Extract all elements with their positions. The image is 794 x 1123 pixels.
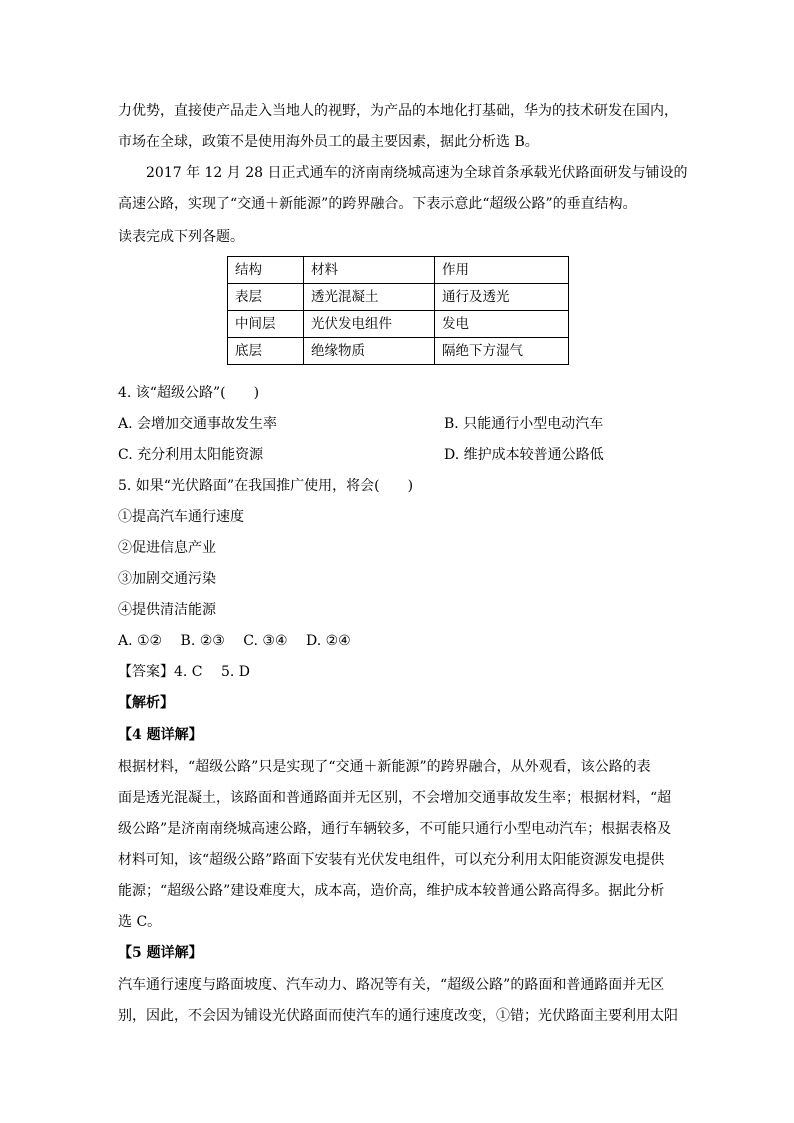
table-row (228, 311, 569, 338)
q4-option-a: A. 会增加交通事故发生率 (118, 416, 278, 432)
detail-5-heading: 【5 题详解】 (118, 945, 203, 961)
table-row (228, 338, 569, 365)
detail-4-line: 级公路”是济南南绕城高速公路，通行车辆较多，不可能只通行小型电动汽车；根据表格及 (118, 821, 672, 837)
table-cell: 光伏发电组件 (304, 311, 435, 338)
intro-line-2: 市场在全球，政策不是使用海外员工的最主要因素，据此分析选 B。 (118, 134, 539, 150)
table-header-cell: 材料 (304, 257, 435, 284)
stem-line-2: 高速公路，实现了“交通＋新能源”的跨界融合。下表示意此“超级公路”的垂直结构。 (118, 196, 637, 212)
table-header-row (228, 257, 569, 284)
question-5: 5. 如果“光伏路面”在我国推广使用，将会( ) (118, 478, 414, 494)
structure-table (227, 256, 569, 365)
detail-4-line: 选 C。 (118, 914, 162, 930)
table-header-cell: 作用 (435, 257, 569, 284)
q5-statement-4: ④提供清洁能源 (118, 602, 216, 618)
table-cell: 隔绝下方湿气 (435, 338, 569, 365)
q4-option-d: D. 维护成本较普通公路低 (444, 447, 604, 463)
stem-line-3: 读表完成下列各题。 (118, 229, 244, 245)
detail-4-heading: 【4 题详解】 (118, 727, 203, 743)
table-row (228, 284, 569, 311)
answer-line: 【答案】4. C 5. D (118, 664, 251, 680)
detail-5-line: 汽车通行速度与路面坡度、汽车动力、路况等有关，“超级公路”的路面和普通路面并无区 (118, 977, 665, 993)
question-4: 4. 该“超级公路”( ) (118, 385, 260, 401)
intro-line-1: 力优势，直接使产品走入当地人的视野，为产品的本地化打基础，华为的技术研发在国内， (118, 103, 678, 119)
table-header-cell: 结构 (228, 257, 304, 284)
q5-statement-2: ②促进信息产业 (118, 540, 216, 556)
detail-4-line: 根据材料，“超级公路”只是实现了“交通＋新能源”的跨界融合，从外观看，该公路的表 (118, 759, 651, 775)
stem-line-1: 2017 年 12 月 28 日正式通车的济南南绕城高速为全球首条承载光伏路面研发与铺设的 (146, 165, 688, 181)
q4-option-b: B. 只能通行小型电动汽车 (444, 416, 604, 432)
table-cell: 通行及透光 (435, 284, 569, 311)
table-cell: 底层 (228, 338, 304, 365)
q5-choices: A. ①② B. ②③ C. ③④ D. ②④ (118, 633, 351, 649)
table-cell: 绝缘物质 (304, 338, 435, 365)
q5-statement-1: ①提高汽车通行速度 (118, 509, 244, 525)
detail-4-line: 面是透光混凝土，该路面和普通路面并无区别，不会增加交通事故发生率；根据材料，“超 (118, 790, 672, 806)
detail-4-line: 能源；“超级公路”建设难度大，成本高，造价高，维护成本较普通公路高得多。据此分析 (118, 883, 665, 899)
analysis-heading: 【解析】 (118, 695, 174, 711)
table-cell: 发电 (435, 311, 569, 338)
detail-5-line: 别，因此，不会因为铺设光伏路面而使汽车的通行速度改变，①错；光伏路面主要利用太阳 (118, 1008, 678, 1024)
table-cell: 透光混凝土 (304, 284, 435, 311)
detail-4-line: 材料可知，该“超级公路”路面下安装有光伏发电组件，可以充分利用太阳能资源发电提供 (118, 852, 665, 868)
table-cell: 中间层 (228, 311, 304, 338)
q4-option-c: C. 充分利用太阳能资源 (118, 447, 264, 463)
q5-statement-3: ③加剧交通污染 (118, 571, 216, 587)
table-cell: 表层 (228, 284, 304, 311)
